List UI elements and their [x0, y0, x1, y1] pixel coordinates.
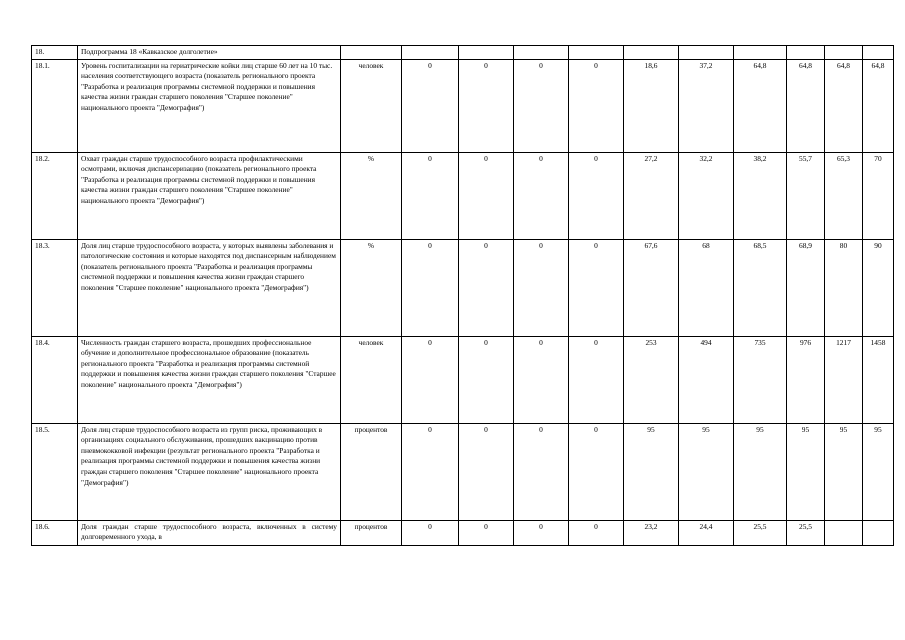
- value-cell: 976: [787, 336, 825, 423]
- value-cell: 0: [459, 59, 514, 152]
- value-cell: 68: [679, 239, 734, 336]
- value-cell: 0: [569, 59, 624, 152]
- value-cell: 0: [402, 336, 459, 423]
- table-cell: [624, 46, 679, 60]
- table-cell: [402, 46, 459, 60]
- value-cell: 64,8: [863, 59, 894, 152]
- table-row: [32, 59, 894, 152]
- row-number: 18.4.: [32, 336, 78, 423]
- value-cell: 32,2: [679, 152, 734, 239]
- unit-cell: %: [341, 239, 402, 336]
- value-cell: 0: [514, 59, 569, 152]
- value-cell: 1217: [825, 336, 863, 423]
- value-cell: [825, 520, 863, 545]
- table-row: [32, 336, 894, 423]
- table-cell: [459, 46, 514, 60]
- section-number: 18.: [32, 46, 78, 60]
- value-cell: 0: [569, 423, 624, 520]
- value-cell: 95: [787, 423, 825, 520]
- value-cell: 27,2: [624, 152, 679, 239]
- value-cell: 0: [459, 520, 514, 545]
- value-cell: 1458: [863, 336, 894, 423]
- value-cell: 0: [569, 336, 624, 423]
- value-cell: 24,4: [679, 520, 734, 545]
- value-cell: 64,8: [825, 59, 863, 152]
- value-cell: 0: [402, 520, 459, 545]
- value-cell: 0: [569, 152, 624, 239]
- value-cell: 0: [402, 152, 459, 239]
- row-number: 18.3.: [32, 239, 78, 336]
- value-cell: 95: [863, 423, 894, 520]
- value-cell: 25,5: [787, 520, 825, 545]
- row-number: 18.5.: [32, 423, 78, 520]
- table-cell: [569, 46, 624, 60]
- indicator-description: Доля лиц старше трудоспособного возраста из групп риска, проживающих в организациях социального обслуживания, прошедших вакцинацию против пневмококковой инфекции (результат регионального проекта "Разработка и реализация программы системной поддержки и повышения качества жизни граждан старшего поколения "Старшее поколение" национального проекта "Демография"): [78, 423, 341, 520]
- value-cell: 0: [514, 520, 569, 545]
- value-cell: 253: [624, 336, 679, 423]
- value-cell: 0: [514, 423, 569, 520]
- indicators-table: [31, 45, 894, 546]
- section-title: Подпрограмма 18 «Кавказское долголетие»: [78, 46, 341, 60]
- value-cell: 95: [734, 423, 787, 520]
- value-cell: 0: [514, 336, 569, 423]
- value-cell: 80: [825, 239, 863, 336]
- value-cell: 0: [514, 152, 569, 239]
- indicator-description: Доля лиц старше трудоспособного возраста, у которых выявлены заболевания и патологические состояния и которые находятся под диспансерным наблюдением (показатель регионального проекта "Разработка и реализация программы системной поддержки и повышения качества жизни граждан старшего поколения "Старшее поколение" национального проекта "Демография"): [78, 239, 341, 336]
- indicator-description: Уровень госпитализации на гериатрические койки лиц старше 60 лет на 10 тыс. населения соответствующего возраста (показатель регионального проекта "Разработка и реализация программы системной поддержки и повышения качества жизни граждан старшего поколения "Старшее поколение" национального проекта "Демография"): [78, 59, 341, 152]
- value-cell: 18,6: [624, 59, 679, 152]
- value-cell: 735: [734, 336, 787, 423]
- value-cell: 494: [679, 336, 734, 423]
- unit-cell: человек: [341, 59, 402, 152]
- value-cell: 38,2: [734, 152, 787, 239]
- value-cell: 0: [402, 239, 459, 336]
- unit-cell: человек: [341, 336, 402, 423]
- value-cell: 68,9: [787, 239, 825, 336]
- unit-cell: процентов: [341, 520, 402, 545]
- value-cell: 65,3: [825, 152, 863, 239]
- table-cell: [825, 46, 863, 60]
- value-cell: 90: [863, 239, 894, 336]
- value-cell: 0: [402, 423, 459, 520]
- table-cell: [863, 46, 894, 60]
- value-cell: 64,8: [734, 59, 787, 152]
- table-cell: [787, 46, 825, 60]
- table-row: [32, 239, 894, 336]
- row-number: 18.6.: [32, 520, 78, 545]
- row-number: 18.2.: [32, 152, 78, 239]
- table-cell: [341, 46, 402, 60]
- value-cell: 0: [569, 520, 624, 545]
- row-number: 18.1.: [32, 59, 78, 152]
- table-row: [32, 423, 894, 520]
- value-cell: 23,2: [624, 520, 679, 545]
- value-cell: 25,5: [734, 520, 787, 545]
- value-cell: 0: [459, 152, 514, 239]
- table-cell: [514, 46, 569, 60]
- value-cell: 68,5: [734, 239, 787, 336]
- value-cell: 0: [459, 423, 514, 520]
- indicator-description: Охват граждан старше трудоспособного возраста профилактическими осмотрами, включая диспансеризацию (показатель регионального проекта "Разработка и реализация программы системной поддержки и повышения качества жизни граждан старшего поколения "Старшее поколение" национального проекта "Демография"): [78, 152, 341, 239]
- indicator-description: Численность граждан старшего возраста, прошедших профессиональное обучение и дополнительное профессиональное образование (показатель регионального проекта "Разработка и реализация программы системной поддержки и повышения качества жизни граждан старшего поколения "Старшее поколение" национального проекта "Демография"): [78, 336, 341, 423]
- value-cell: 67,6: [624, 239, 679, 336]
- value-cell: 0: [569, 239, 624, 336]
- section-header-row: [32, 46, 894, 60]
- value-cell: 70: [863, 152, 894, 239]
- value-cell: 95: [624, 423, 679, 520]
- value-cell: 95: [679, 423, 734, 520]
- value-cell: 95: [825, 423, 863, 520]
- value-cell: 64,8: [787, 59, 825, 152]
- value-cell: 0: [459, 336, 514, 423]
- table-row: [32, 152, 894, 239]
- table-cell: [734, 46, 787, 60]
- value-cell: [863, 520, 894, 545]
- value-cell: 0: [514, 239, 569, 336]
- unit-cell: %: [341, 152, 402, 239]
- table-cell: [679, 46, 734, 60]
- value-cell: 37,2: [679, 59, 734, 152]
- indicator-description: Доля граждан старше трудоспособного возраста, включенных в систему долговременного ухода, в: [78, 520, 341, 545]
- table-row: [32, 520, 894, 545]
- value-cell: 0: [402, 59, 459, 152]
- value-cell: 55,7: [787, 152, 825, 239]
- unit-cell: процентов: [341, 423, 402, 520]
- value-cell: 0: [459, 239, 514, 336]
